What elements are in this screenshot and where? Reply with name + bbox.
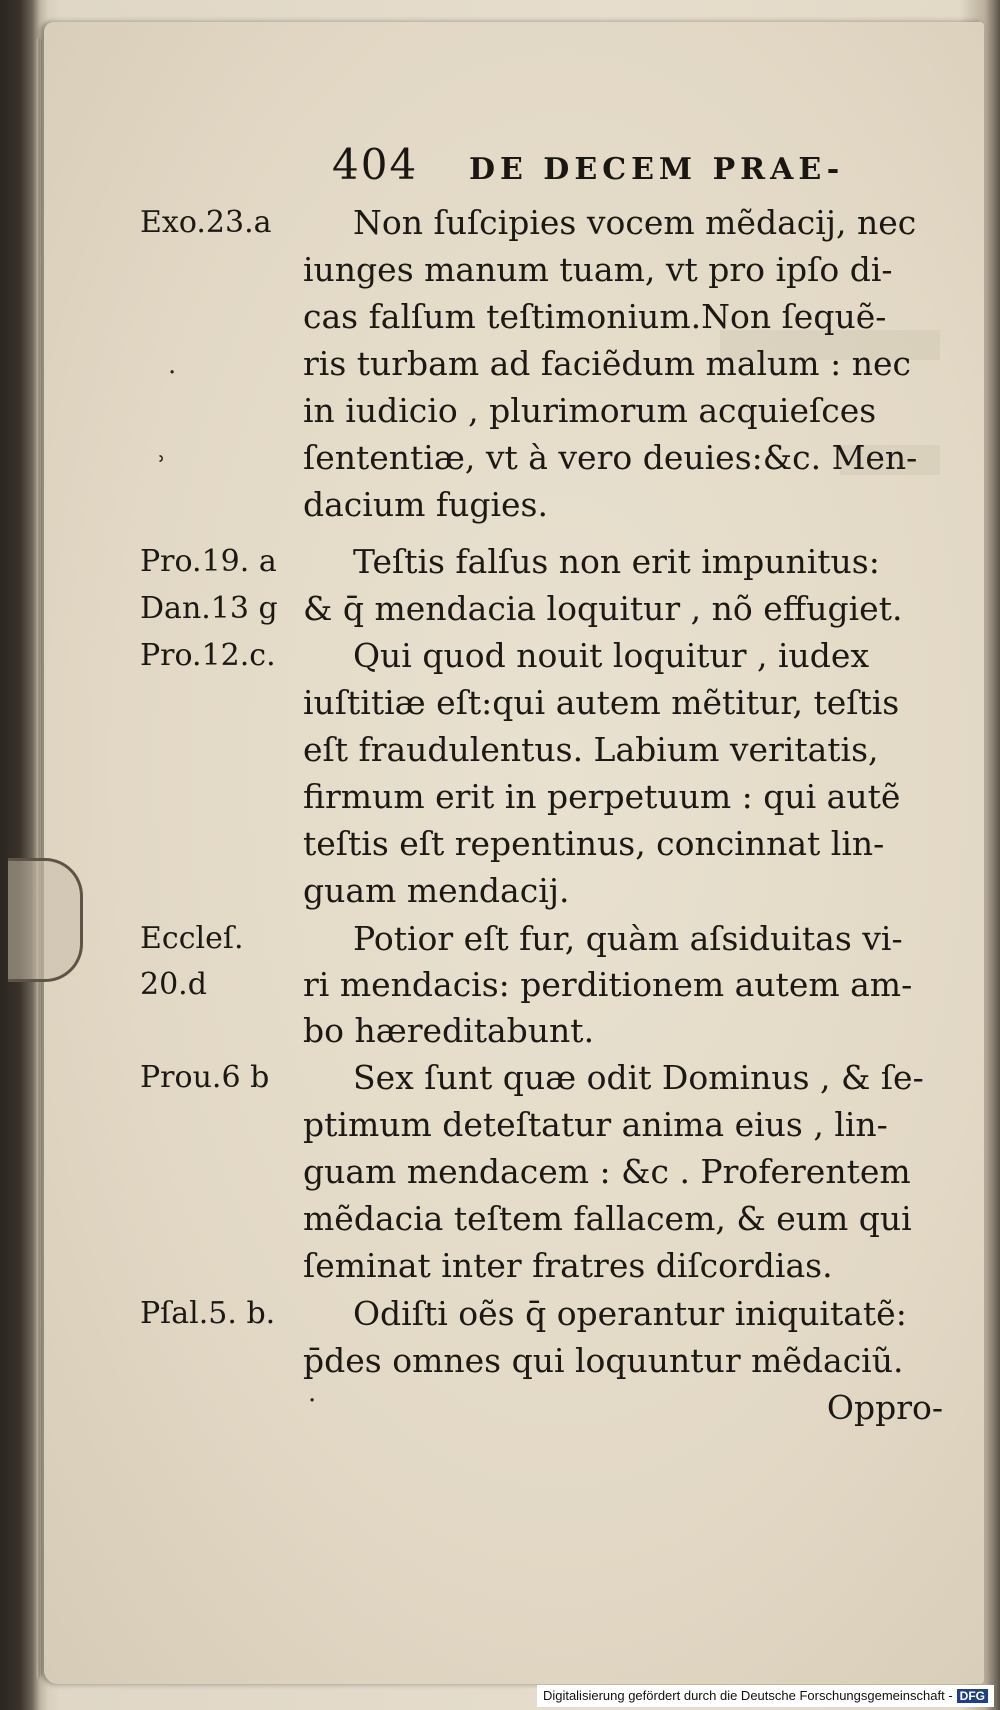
text-line: ſeminat inter fratres diſcordias. xyxy=(303,1246,833,1285)
margin-dot-mark: · xyxy=(308,1386,317,1416)
text-line: ri mendacis: perditionem autem am- xyxy=(303,965,913,1004)
text-line: Non ſuſcipies vocem mẽdacij, nec xyxy=(353,203,917,242)
text-line: guam mendacem : &c . Proferentem xyxy=(303,1152,911,1191)
text-line: Qui quod nouit loquitur , iudex xyxy=(353,636,870,675)
margin-note: Pro.12.c. xyxy=(140,638,276,673)
text-line: eſt fraudulentus. Labium veritatis, xyxy=(303,730,879,769)
text-line: cas falſum teſtimonium.Non ſequẽ- xyxy=(303,297,887,336)
text-line: iuſtitiæ eſt:qui autem mẽtitur, teſtis xyxy=(303,683,900,722)
dfg-logo: DFG xyxy=(957,1689,988,1703)
margin-note: Eccleſ. xyxy=(140,921,244,956)
text-line: ſententiæ, vt à vero deuies:&c. Men- xyxy=(303,438,918,477)
margin-note: Pſal.5. b. xyxy=(140,1296,276,1331)
margin-ink-mark: ʾ xyxy=(158,452,166,482)
text-line: Potior eſt fur, quàm aſsiduitas vi- xyxy=(353,919,903,958)
running-header xyxy=(332,140,902,200)
text-line: Sex ſunt quæ odit Dominus , & ſe- xyxy=(353,1058,924,1097)
text-line: Odiſti oẽs q̄ operantur iniquitatẽ: xyxy=(353,1294,907,1333)
text-line: & q̄ mendacia loquitur , nõ effugiet. xyxy=(303,589,903,628)
text-line: dacium fugies. xyxy=(303,485,548,524)
margin-dot-mark: · xyxy=(168,358,177,388)
text-line: p̄des omnes qui loquuntur mẽdaciũ. xyxy=(303,1341,904,1380)
catchword: Oppro- xyxy=(826,1388,943,1427)
text-line: ris turbam ad faciẽdum malum : nec xyxy=(303,344,911,383)
text-line: teſtis eſt repentinus, concinnat lin- xyxy=(303,824,885,863)
page-tab-marker xyxy=(8,858,83,982)
text-line: guam mendacij. xyxy=(303,871,570,910)
text-line: in iudicio , plurimorum acquieſces xyxy=(303,391,877,430)
margin-note: 20.d xyxy=(140,967,207,1002)
credit-text: Digitalisierung gefördert durch die Deutsche Forschungsgemeinschaft - xyxy=(542,1688,953,1703)
page-number: 404 xyxy=(332,140,419,189)
text-line: iunges manum tuam, vt pro ipſo di- xyxy=(303,250,893,289)
text-line: ptimum deteſtatur anima eius , lin- xyxy=(303,1105,888,1144)
digitization-credit xyxy=(537,1685,994,1707)
running-title: DE DECEM PRAE- xyxy=(468,152,845,187)
text-line: bo hæreditabunt. xyxy=(303,1011,595,1050)
margin-note: Exo.23.a xyxy=(140,205,272,240)
text-line: Teſtis falſus non erit impunitus: xyxy=(353,542,880,581)
margin-note: Dan.13 g xyxy=(140,591,278,626)
text-line: mẽdacia teſtem fallacem, & eum qui xyxy=(303,1199,912,1238)
margin-note: Prou.6 b xyxy=(140,1060,270,1095)
text-line: firmum erit in perpetuum : qui autẽ xyxy=(303,777,901,816)
margin-note: Pro.19. a xyxy=(140,544,277,579)
